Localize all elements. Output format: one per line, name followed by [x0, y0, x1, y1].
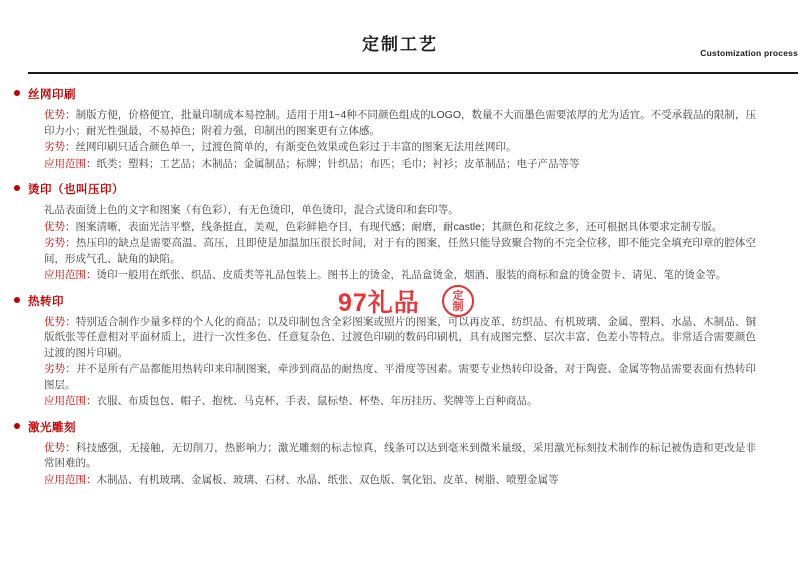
section-heading-label: 烫印（也叫压印） — [28, 184, 124, 196]
bullet-icon — [14, 185, 20, 191]
paragraph — [44, 315, 756, 362]
document-header — [0, 0, 800, 66]
header-divider — [28, 72, 798, 74]
paragraph — [44, 268, 756, 284]
paragraph — [44, 203, 756, 219]
bullet-icon — [14, 423, 20, 429]
paragraph-text: 科技感强，无接触，无切削刀，热影响力；激光雕刻的标志惊真，线条可以达到毫米到微米量级，采用激光标刻技术制作的标记被伪造和更改是非常困难的。 — [44, 441, 757, 469]
section-heading — [28, 290, 800, 309]
paragraph-text: 木制品、有机玻璃、金属板、玻璃、石材、水晶、纸张、双色版、氧化铝、皮革、树脂、喷塑金属等 — [96, 473, 559, 486]
watermark-badge-line1: 定 — [452, 290, 464, 302]
paragraph-label: 劣势： — [44, 141, 76, 153]
sections-container — [0, 86, 800, 497]
paragraph-label: 应用范围： — [44, 269, 97, 281]
section-heading — [28, 181, 800, 197]
paragraph-text: 热压印的缺点是需要高温、高压，且即使是加温加压很长时间，对于有的图案，任然只能导致聚合物的不完全位移，即不能完全填充印章的腔体空间，形成气孔、缺角的缺陷。 — [44, 237, 757, 265]
section-heading — [28, 86, 800, 102]
paragraph — [44, 108, 756, 139]
paragraph-text: 特别适合制作少量多样的个人化的商品；以及印制包含全彩图案或照片的图案，可以再皮革、纺织品、有机玻璃、金属、塑料、水晶、木制品、铜版纸张等任意相对平面材质上，进行一次性多色、任意复杂色、过渡色印刷的数码印刷机，具有成图完整、层次丰富、色差小等特点。非常适合需要颜色过渡的图片印刷。 — [44, 315, 757, 359]
paragraph — [44, 394, 756, 410]
paragraph-label: 优势： — [44, 441, 76, 454]
paragraph-text: 纸类；塑料；工艺品；木制品；金属制品；标牌；针织品；布匹；毛巾；衬衫；皮革制品；电子产品等等 — [96, 157, 580, 170]
section-heat-transfer — [0, 290, 800, 410]
paragraph-text: 丝网印刷只适合颜色单一，过渡色简单的，有渐变色效果或色彩过于丰富的图案无法用丝网印。 — [75, 141, 517, 153]
paragraph-text: 礼品表面烫上色的文字和图案（有色彩），有无色烫印，单色烫印，混合式烫印和套印等。 — [44, 204, 459, 216]
paragraph — [44, 236, 756, 267]
bullet-icon — [14, 297, 20, 303]
paragraph — [44, 441, 756, 472]
section-silkscreen — [0, 86, 800, 172]
paragraph-label: 应用范围： — [44, 473, 97, 486]
paragraph-text: 烫印一般用在纸张、织品、皮质类等礼品包装上。图书上的烫金，礼品盒烫金，烟酒、服装的商标和盒的烫金贺卡、请见、笔的烫金等。 — [96, 269, 727, 281]
paragraph-label: 优势： — [44, 315, 76, 328]
paragraph — [44, 473, 756, 489]
section-hot-stamping — [0, 181, 800, 284]
section-heading-label: 丝网印刷 — [28, 89, 76, 101]
watermark-text: 97礼品 — [338, 289, 420, 317]
section-heading-label: 热转印 — [28, 295, 64, 308]
paragraph-label: 优势： — [44, 109, 76, 121]
section-heading — [28, 419, 800, 435]
bullet-icon — [14, 90, 20, 96]
paragraph-label: 应用范围： — [44, 157, 97, 170]
paragraph-label: 劣势： — [44, 363, 76, 375]
paragraph — [44, 157, 756, 173]
paragraph-text: 衣服、布质包包、帽子、抱枕、马克杯、手表、鼠标垫、杯垫、年历挂历、奖牌等上百种商品。 — [96, 395, 538, 407]
paragraph-label: 劣势： — [44, 237, 76, 249]
paragraph — [44, 220, 756, 236]
section-heading-label: 激光雕刻 — [28, 421, 76, 434]
paragraph-text: 并不是所有产品都能用热转印来印制图案，牵涉到商品的耐热度、平滑度等因素。需要专业热转印设备，对于陶瓷、金属等物品需要表面有热转印图层。 — [44, 363, 757, 391]
paragraph — [44, 140, 756, 156]
paragraph — [44, 362, 756, 393]
paragraph-label: 优势： — [44, 220, 76, 233]
paragraph-text: 制版方便，价格便宜，批量印制成本易控制。适用于用1~4种不同颜色组成的LOGO，数量不大而墨色需要浓厚的尤为适宜。不受承载品的限制，压印力小；耐光性强最，不易掉色；附着力强，印制出的图案更有立体感。 — [44, 109, 757, 137]
page-subtitle: Customization process — [700, 48, 798, 58]
paragraph-label: 应用范围： — [44, 395, 97, 407]
watermark-badge-line2: 制 — [452, 301, 464, 313]
section-laser-engraving — [0, 419, 800, 489]
paragraph-text: 图案清晰，表面光洁平整，线条挺直，美观，色彩鲜艳夺目，有现代感；耐磨，耐castle；其颜色和花纹之多，还可根据具体要求定制专版。 — [75, 220, 723, 233]
page-title: 定制工艺 — [362, 35, 438, 54]
